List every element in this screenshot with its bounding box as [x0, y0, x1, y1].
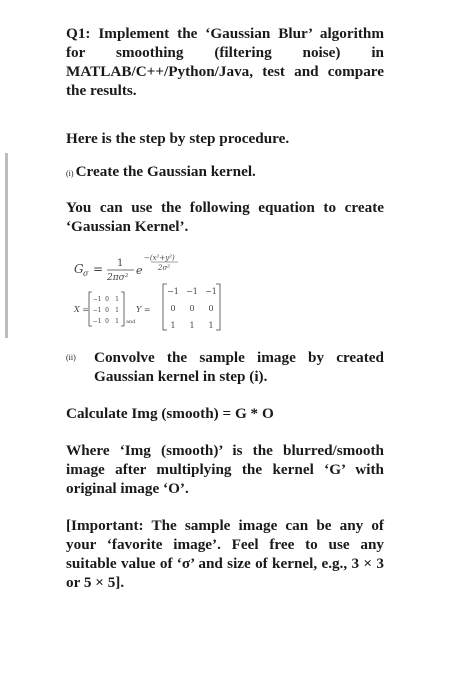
x-matrix — [89, 292, 124, 326]
step-i-text: Create the Gaussian kernel. — [75, 163, 256, 180]
y-matrix-cell: 1 — [189, 321, 195, 330]
x-matrix-cell: 0 — [105, 296, 109, 303]
formula-numerator: 1 — [117, 258, 124, 269]
y-matrix-cell: −1 — [205, 287, 217, 296]
equation-intro: You can use the following equation to create ‘Gaussian Kernel’. — [66, 199, 384, 235]
question-q1: Q1: Implement the ‘Gaussian Blur’ algorithm for smoothing (filtering noise) in MATLAB/C++/Python/Java, test and compare the results. — [66, 25, 384, 99]
y-matrix-cell: 0 — [189, 304, 195, 313]
x-matrix-left-bracket — [89, 292, 92, 326]
x-matrix-cell: 1 — [115, 307, 119, 314]
y-matrix — [163, 284, 220, 330]
x-matrix-cell: −1 — [92, 307, 102, 314]
x-matrix-cell: 0 — [105, 318, 109, 325]
step-i — [66, 162, 384, 183]
formula-base: e — [136, 264, 143, 277]
formula-exponent-num: −(x²+y²) — [144, 254, 175, 262]
formula-exponent-den: 2σ² — [158, 264, 171, 272]
formula-figure — [66, 250, 236, 334]
x-matrix-cell: −1 — [92, 318, 102, 325]
gaussian-formula — [66, 250, 384, 334]
and-label: and — [126, 319, 136, 325]
procedure-intro: Here is the step by step procedure. — [66, 130, 290, 147]
x-matrix-cell: 0 — [105, 307, 109, 314]
x-matrix-label: X = — [74, 305, 89, 314]
formula-eq: = — [93, 262, 104, 276]
y-matrix-cell: 1 — [170, 321, 176, 330]
important-note: [Important: The sample image can be any of your ‘favorite image’. Feel free to use any suitable value of ‘σ’ and size of kernel, e.g., 3 × 3 or 5 × 5]. — [66, 517, 384, 591]
y-matrix-label: Y = — [136, 305, 151, 314]
y-matrix-cell: 0 — [170, 304, 176, 313]
x-matrix-cell: −1 — [92, 296, 102, 303]
x-matrix-right-bracket — [121, 292, 124, 326]
step-i-marker: (i) — [66, 169, 74, 178]
step-ii-text: Convolve the sample image by created Gaussian kernel in step (i). — [94, 349, 384, 385]
calculation-line: Calculate Img (smooth) = G * O — [66, 405, 274, 422]
y-matrix-cell: 0 — [208, 304, 214, 313]
where-explanation: Where ‘Img (smooth)’ is the blurred/smooth image after multiplying the kernel ‘G’ with original image ‘O’. — [66, 442, 384, 497]
y-matrix-cells — [167, 287, 217, 330]
x-matrix-cell: 1 — [115, 296, 119, 303]
document-body — [66, 24, 384, 592]
step-ii-marker: (ii) — [66, 353, 76, 362]
formula-denominator: 2πσ² — [107, 273, 129, 283]
step-ii — [66, 348, 384, 386]
y-matrix-cell: 1 — [208, 321, 214, 330]
formula-lhs-sub: σ — [83, 269, 89, 278]
y-matrix-cell: −1 — [186, 287, 198, 296]
y-matrix-cell: −1 — [167, 287, 179, 296]
formula-lhs: G — [74, 262, 84, 276]
x-matrix-cells — [93, 296, 119, 325]
left-margin-rule — [5, 153, 8, 338]
x-matrix-cell: 1 — [115, 318, 119, 325]
